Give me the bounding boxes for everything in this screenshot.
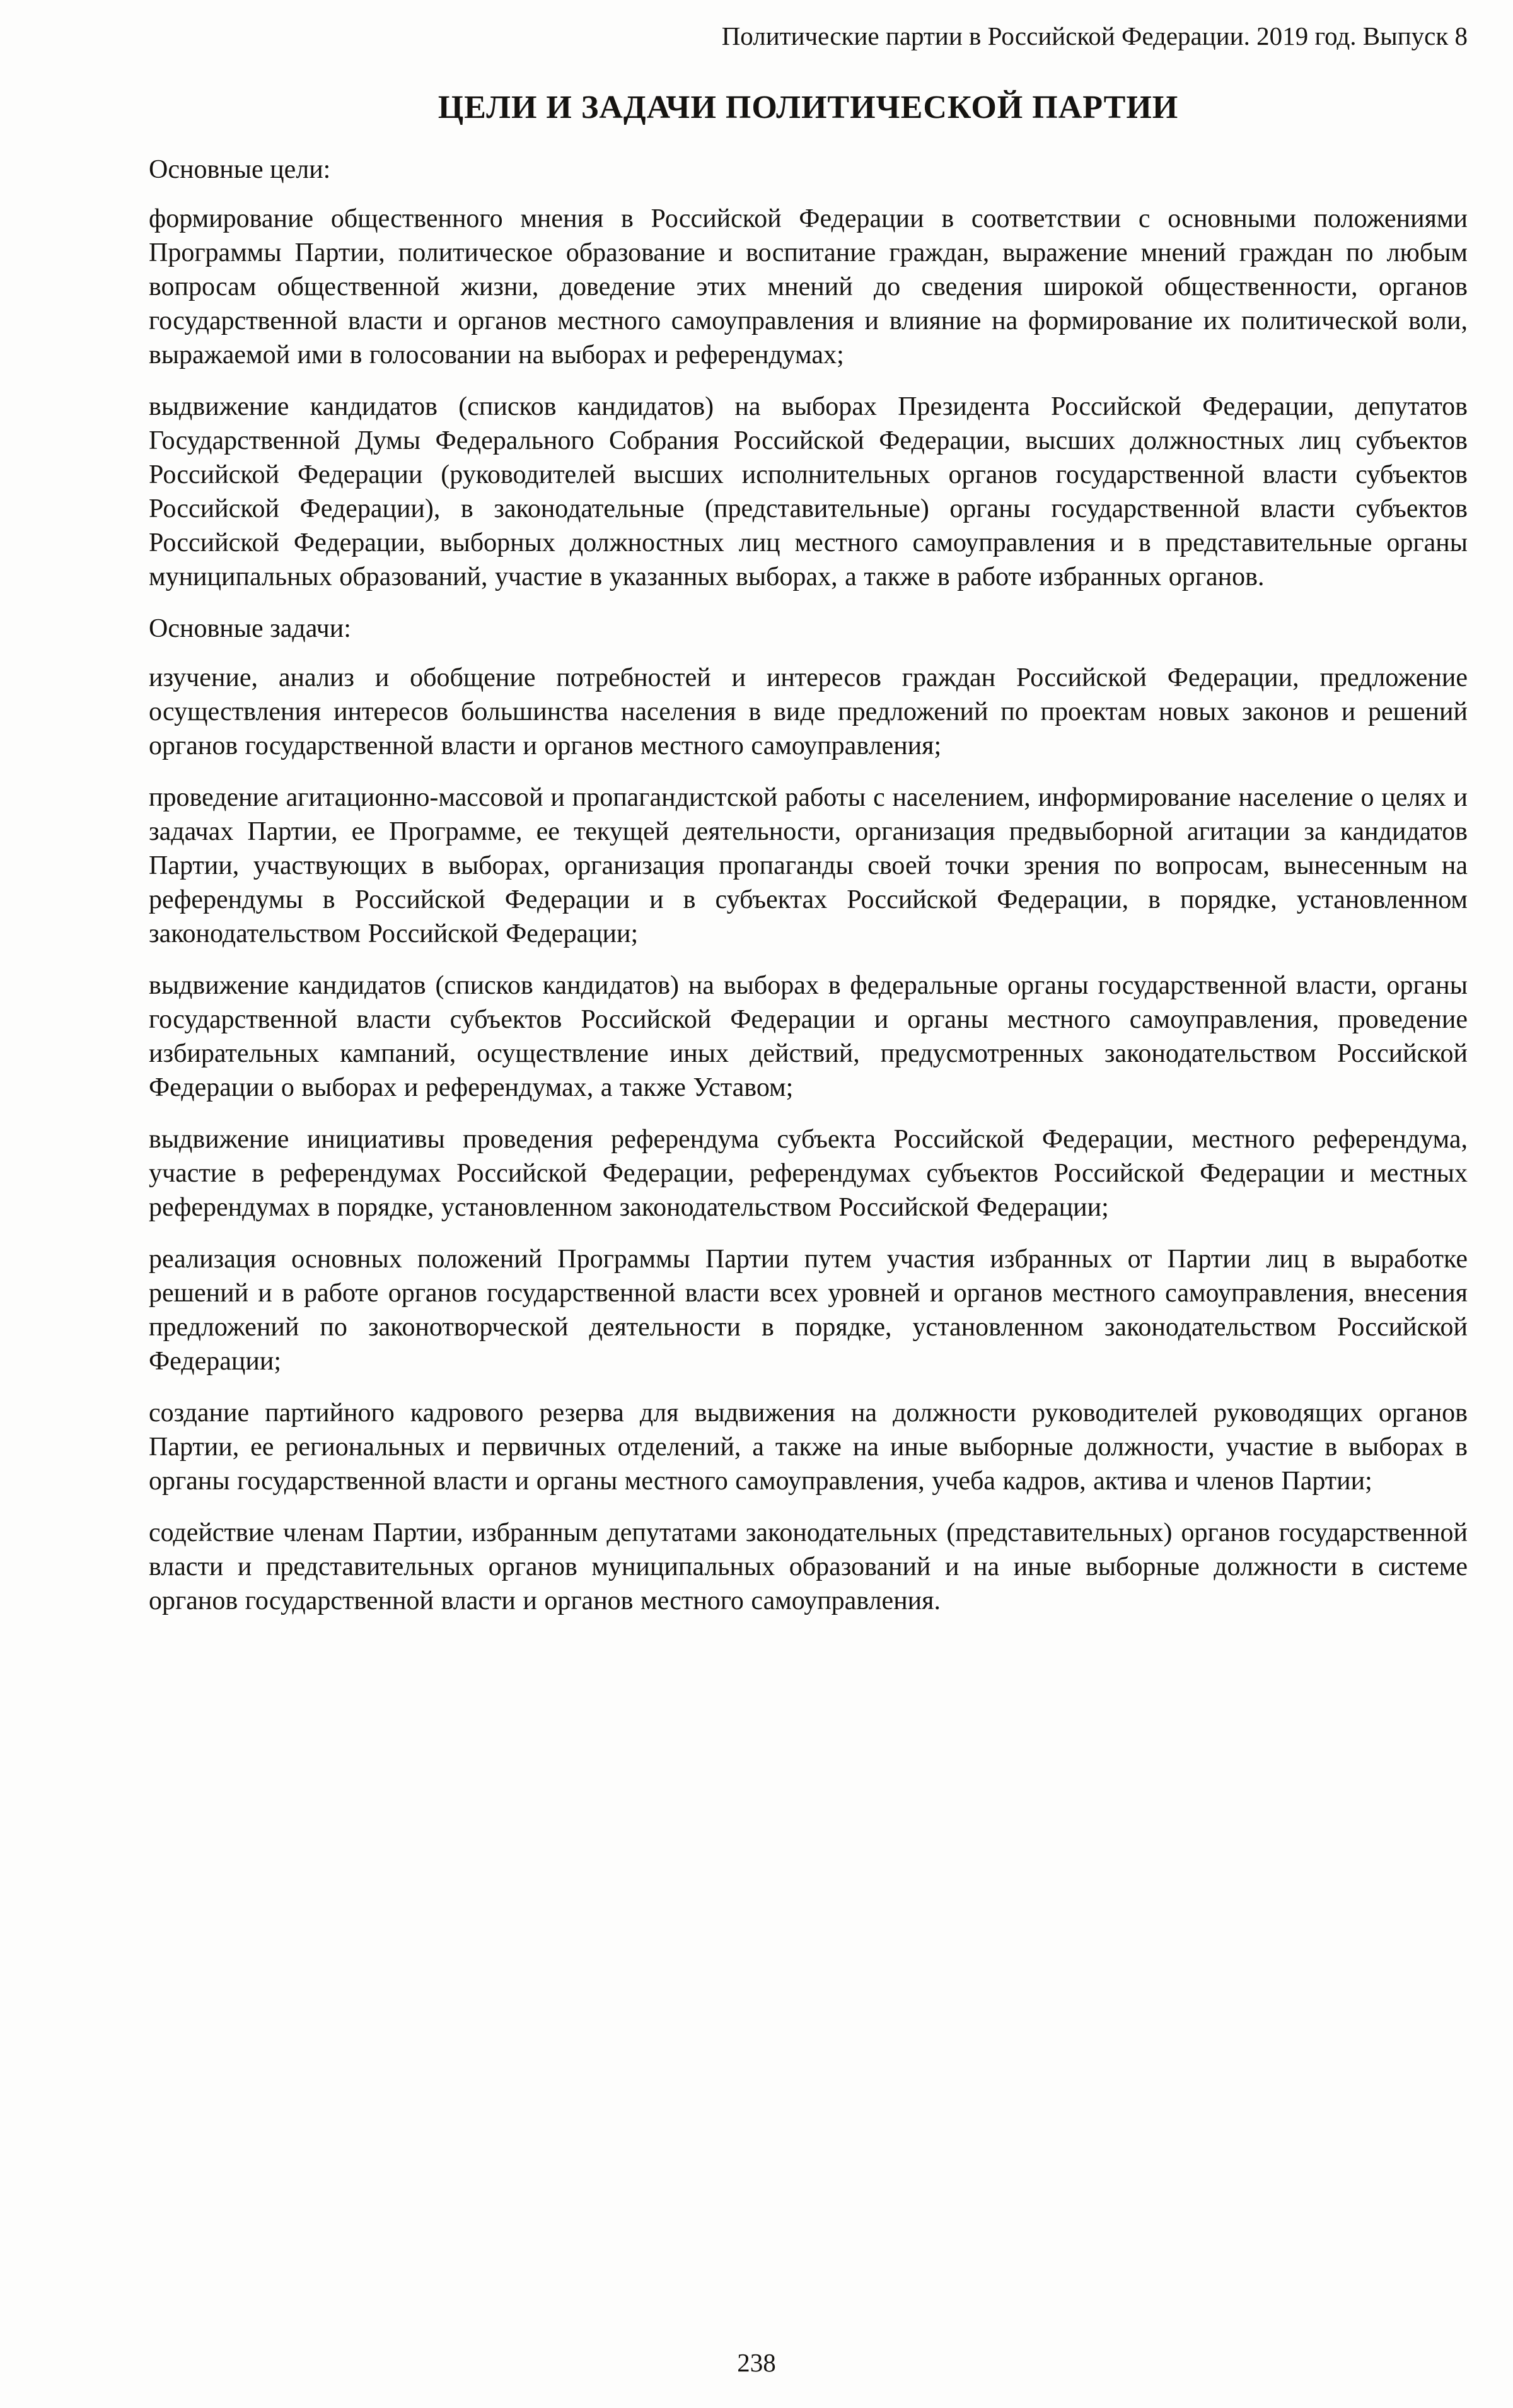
goal-paragraph: формирование общественного мнения в Российской Федерации в соответствии с основными положениями Программы Партии, политическое образование и воспитание граждан, выражение мнений граждан по любым вопросам общественной жизни, доведение этих мнений до сведения широкой общественности, органов государственной власти и органов местного самоуправления и влияние на формирование их политической воли, выражаемой ими в голосовании на выборах и референдумах; [149, 204, 1468, 370]
task-paragraph: содействие членам Партии, избранным депутатами законодательных (представительных) органов государственной власти и представительных органов муниципальных образований и на иные выборные должности в системе органов государственной власти и органов местного самоуправления. [149, 1518, 1468, 1616]
task-paragraph: реализация основных положений Программы Партии путем участия избранных от Партии лиц в выработке решений и в работе органов государственной власти всех уровней и органов местного самоуправления, внесения предложений по законотворческой деятельности в порядке, установленном законодательством Российской Федерации; [149, 1245, 1468, 1376]
task-paragraph: выдвижение инициативы проведения референдума субъекта Российской Федерации, местного референдума, участие в референдумах Российской Федерации, референдумах субъектов Российской Федерации и местных референдумах в порядке, установленном законодательством Российской Федерации; [149, 1125, 1468, 1223]
page-number: 238 [737, 2348, 776, 2377]
task-paragraph: изучение, анализ и обобщение потребностей и интересов граждан Российской Федерации, предложение осуществления интересов большинства населения в виде предложений по проектам новых законов и решений органов государственной власти и органов местного самоуправления; [149, 663, 1468, 761]
running-header: Политические партии в Российской Федерации. 2019 год. Выпуск 8 [721, 21, 1468, 50]
page-title: ЦЕЛИ И ЗАДАЧИ ПОЛИТИЧЕСКОЙ ПАРТИИ [438, 90, 1179, 126]
task-paragraph: создание партийного кадрового резерва для выдвижения на должности руководителей руководящих органов Партии, ее региональных и первичных отделений, а также на иные выборные должности, участие в выборах в органы государственной власти и органы местного самоуправления, учеба кадров, актива и членов Партии; [149, 1399, 1468, 1496]
task-paragraph: проведение агитационно-массовой и пропагандистской работы с населением, информирование население о целях и задачах Партии, ее Программе, ее текущей деятельности, организация предвыборной агитации за кандидатов Партии, участвующих в выборах, организация пропаганды своей точки зрения по вопросам, вынесенным на референдумы в Российской Федерации и в субъектах Российской Федерации, в порядке, установленном законодательством Российской Федерации; [149, 783, 1468, 949]
section-heading-goals: Основные цели: [149, 155, 331, 185]
section-heading-tasks: Основные задачи: [149, 614, 351, 644]
task-paragraph: выдвижение кандидатов (списков кандидатов) на выборах в федеральные органы государственной власти, органы государственной власти субъектов Российской Федерации и органы местного самоуправления, проведение избирательных кампаний, осуществление иных действий, предусмотренных законодательством Российской Федерации о выборах и референдумах, а также Уставом; [149, 971, 1468, 1103]
goal-paragraph: выдвижение кандидатов (списков кандидатов) на выборах Президента Российской Федерации, депутатов Государственной Думы Федерального Собрания Российской Федерации, высших должностных лиц субъектов Российской Федерации (руководителей высших исполнительных органов государственной власти субъектов Российской Федерации), в законодательные (представительные) органы государственной власти субъектов Российской Федерации, выборных должностных лиц местного самоуправления и в представительные органы муниципальных образований, участие в указанных выборах, а также в работе избранных органов. [149, 392, 1468, 592]
